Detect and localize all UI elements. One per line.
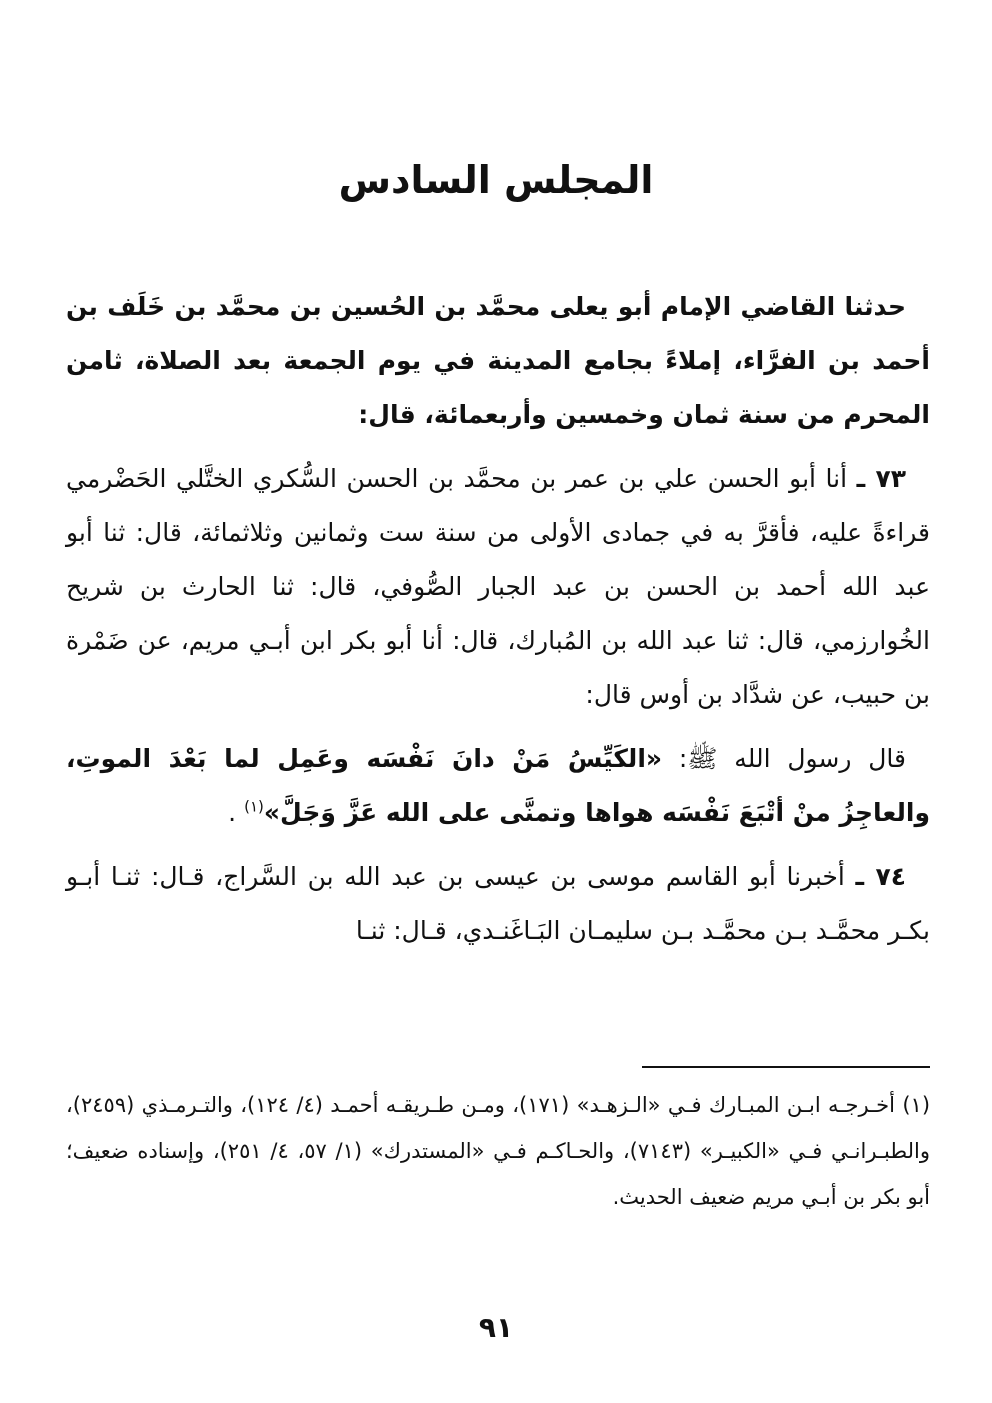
hadith-74-number: ٧٤ ـ (855, 862, 907, 891)
footnote-ref-1[interactable]: (١) (244, 797, 264, 816)
hadith-73-paragraph (66, 452, 930, 722)
hadith-74-text: أخبرنا أبو القاسم موسى بن عيسى بن عبد الله بن السَّراج، قـال: ثنـا أبـو بكـر محمَّـد بـن محمَّـد بـن سليمـان البَـاغَنـدي، قـال: ثنـا (66, 862, 930, 945)
footnote-1: (١) أخـرجـه ابـن المبـارك فـي «الـزهـد» (١٧١)، ومـن طـريقـه أحمـد (٤/ ١٢٤)، والتـرمـذي (٢٤٥٩)، والطبـرانـي فـي «الكبيـر» (٧١٤٣)، والحـاكـم فـي «المستدرك» (١/ ٥٧، ٤/ ٢٥١)، وإسناده ضعيف؛ أبو بكر بن أبـي مريم ضعيف الحديث. (66, 1093, 931, 1209)
hadith-73-number: ٧٣ ـ (856, 464, 907, 493)
hadith-73-isnad: أنا أبو الحسن علي بن عمر بن محمَّد بن الحسن السُّكري الختَّلي الحَضْرمي قراءةً عليه، فأقرَّ به في جمادى الأولى من سنة ست وثمانين وثلاثمائة، قال: ثنا أبو عبد الله أحمد بن الحسن بن عبد الجبار الصُّوفي، قال: ثنا الحارث بن شريح الخُوارزمي، قال: ثنا عبد الله بن المُبارك، قال: أنا أبو بكر ابن أبـي مريم، عن ضَمْرة بن حبيب، عن شدَّاد بن أوس قال: (66, 464, 930, 709)
main-text (66, 280, 930, 968)
hadith-73-matn: «الكَيِّسُ مَنْ دانَ نَفْسَه وعَمِل لما بَعْدَ الموتِ، والعاجِزُ منْ أتْبَعَ نَفْسَه هواها وتمنَّى على الله عَزَّ وَجَلَّ» (66, 744, 930, 827)
hadith-73-matn-paragraph (66, 732, 930, 840)
hadith-74-paragraph (66, 850, 930, 958)
page-number: ٩١ (478, 1311, 514, 1344)
footnotes (66, 1082, 930, 1220)
chapter-title: المجلس السادس (338, 158, 654, 202)
hadith-73-end: . (228, 798, 237, 827)
footnote-divider (642, 1066, 930, 1068)
hadith-73-matn-intro: قال رسول الله ﷺ: (678, 744, 906, 773)
intro-paragraph: حدثنا القاضي الإمام أبو يعلى محمَّد بن الحُسين بن محمَّد بن خَلَف بن أحمد بن الفرَّاء، إملاءً بجامع المدينة في يوم الجمعة بعد الصلاة، ثامن المحرم من سنة ثمان وخمسين وأربعمائة، قال: (66, 292, 930, 429)
